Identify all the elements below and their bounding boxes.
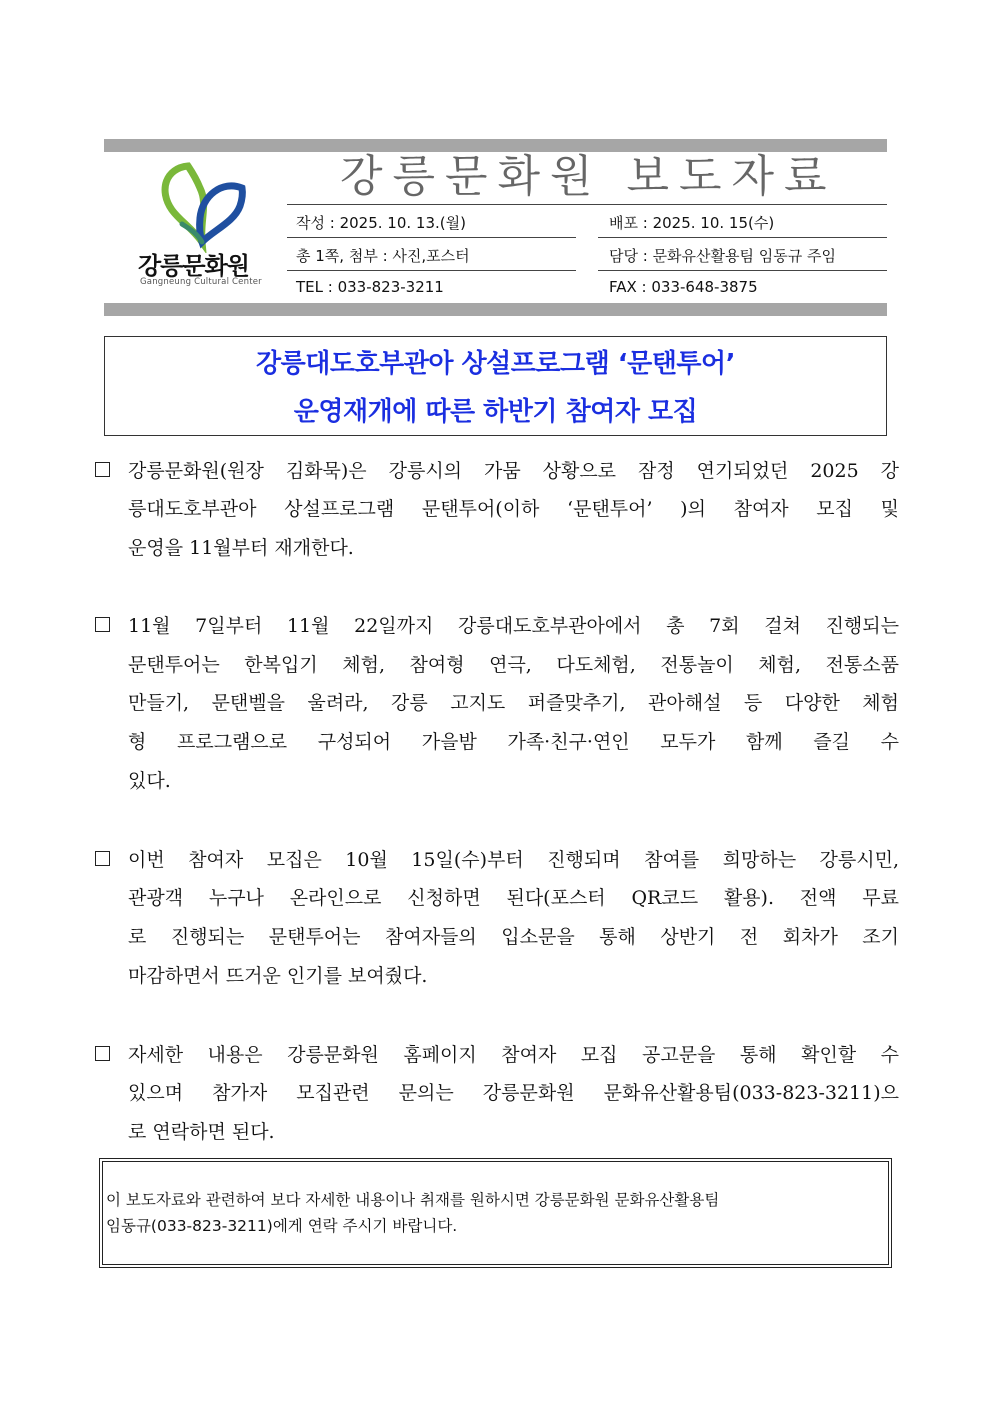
page-title: 강릉문화원 보도자료 bbox=[340, 151, 837, 202]
paragraph-line: 마감하면서 뜨거운 인기를 보여줬다. bbox=[128, 965, 428, 987]
meta-divider bbox=[598, 270, 887, 271]
logo-name: 강릉문화원 bbox=[138, 252, 249, 280]
checkbox-bullet-icon bbox=[95, 851, 110, 866]
meta-divider bbox=[287, 237, 576, 238]
logo-mark-icon bbox=[130, 158, 270, 253]
headline-line-2: 운영재개에 따른 하반기 참여자 모집 bbox=[293, 397, 698, 427]
paragraph-line: 릉대도호부관아 상설프로그램 문탠투어(이하 ‘문탠투어’ )의 참여자 모집 및 bbox=[128, 498, 899, 520]
checkbox-bullet-icon bbox=[95, 617, 110, 632]
checkbox-bullet-icon bbox=[95, 1046, 110, 1061]
paragraph-line: 있으며 참가자 모집관련 문의는 강릉문화원 문화유산활용팀(033-823-3211)으 bbox=[128, 1082, 899, 1104]
page-count: 총 1쪽, 첨부 : 사진,포스터 bbox=[296, 247, 470, 265]
logo-subtitle: Gangneung Cultural Center bbox=[140, 277, 262, 287]
written-date: 작성 : 2025. 10. 13.(월) bbox=[296, 214, 466, 232]
contact-line-1: 이 보도자료와 관련하여 보다 자세한 내용이나 취재를 원하시면 강릉문화원 문화유산활용팀 bbox=[106, 1191, 720, 1209]
paragraph-line: 관광객 누구나 온라인으로 신청하면 된다(포스터 QR코드 활용). 전액 무료 bbox=[128, 887, 899, 909]
contact-line-2: 임동규(033-823-3211)에게 연락 주시기 바랍니다. bbox=[106, 1217, 458, 1235]
paragraph-line: 형 프로그램으로 구성되어 가을밤 가족·친구·연인 모두가 함께 즐길 수 bbox=[128, 731, 899, 753]
paragraph-line: 로 진행되는 문탠투어는 참여자들의 입소문을 통해 상반기 전 회차가 조기 bbox=[128, 926, 899, 948]
distribution-date: 배포 : 2025. 10. 15(수) bbox=[609, 214, 775, 232]
fax-number: FAX : 033-648-3875 bbox=[609, 278, 758, 296]
paragraph-line: 11월 7일부터 11월 22일까지 강릉대도호부관아에서 총 7회 걸쳐 진행되는 bbox=[128, 615, 899, 637]
meta-divider bbox=[598, 237, 887, 238]
contact-box-inner bbox=[102, 1161, 889, 1265]
paragraph-line: 있다. bbox=[128, 770, 171, 792]
tel-number: TEL : 033-823-3211 bbox=[296, 278, 444, 296]
header-bottom-bar bbox=[104, 303, 887, 316]
headline-box bbox=[104, 336, 887, 436]
paragraph-line: 자세한 내용은 강릉문화원 홈페이지 참여자 모집 공고문을 통해 확인할 수 bbox=[128, 1044, 899, 1066]
paragraph-line: 강릉문화원(원장 김화묵)은 강릉시의 가뭄 상황으로 잠정 연기되었던 2025 강 bbox=[128, 460, 899, 482]
checkbox-bullet-icon bbox=[95, 462, 110, 477]
paragraph-line: 로 연락하면 된다. bbox=[128, 1121, 275, 1143]
contact-person: 담당 : 문화유산활용팀 임동규 주임 bbox=[609, 247, 836, 265]
meta-divider bbox=[287, 204, 887, 205]
paragraph-line: 이번 참여자 모집은 10월 15일(수)부터 진행되며 참여를 희망하는 강릉시민, bbox=[128, 849, 899, 871]
paragraph-line: 문탠투어는 한복입기 체험, 참여형 연극, 다도체험, 전통놀이 체험, 전통소품 bbox=[128, 654, 899, 676]
headline-line-1: 강릉대도호부관아 상설프로그램 ‘문탠투어’ bbox=[256, 349, 735, 379]
meta-divider bbox=[287, 270, 576, 271]
paragraph-line: 운영을 11월부터 재개한다. bbox=[128, 537, 354, 559]
paragraph-line: 만들기, 문탠벨을 울려라, 강릉 고지도 퍼즐맞추기, 관아해설 등 다양한 체험 bbox=[128, 692, 899, 714]
